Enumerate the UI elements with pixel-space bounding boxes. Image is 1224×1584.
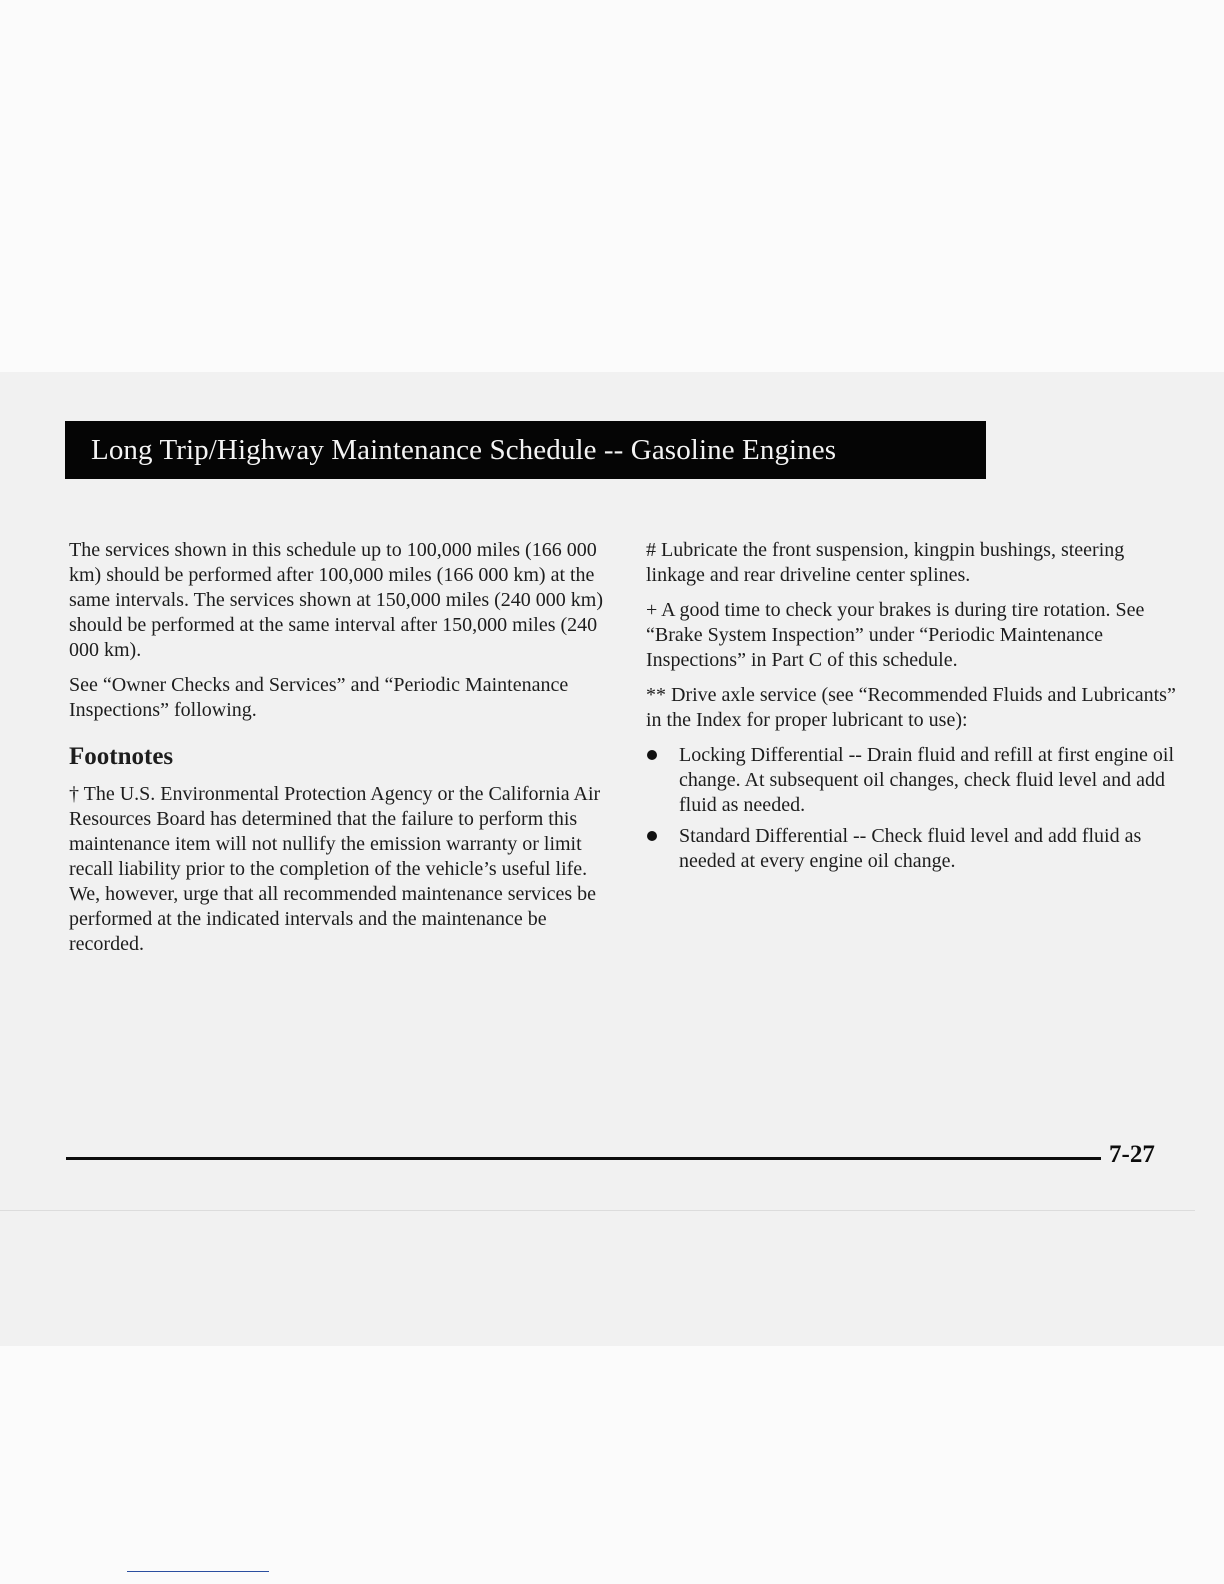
left-column bbox=[69, 538, 609, 967]
intro-paragraph: The services shown in this schedule up to 100,000 miles (166 000 km) should be performed after 100,000 miles (166 000 km) at the same intervals. The services shown at 150,000 miles (240 000 km) should be performed at the same interval after 150,000 miles (240 000 km). bbox=[69, 539, 603, 661]
list-item-text: Standard Differential -- Check fluid level and add fluid as needed at every engine oil change. bbox=[679, 825, 1142, 872]
bullet-icon bbox=[647, 750, 657, 760]
bullet-icon bbox=[647, 831, 657, 841]
footnote-double-star: ** Drive axle service (see “Recommended Fluids and Lubricants” in the Index for proper lubricant to use): bbox=[646, 684, 1176, 731]
divider bbox=[0, 1210, 1195, 1211]
footnote-dagger: † The U.S. Environmental Protection Agency or the California Air Resources Board has determined that the failure to perform this maintenance item will not nullify the emission warranty or limit recall liability prior to the completion of the vehicle’s useful life. We, however, urge that all recommended maintenance services be performed at the indicated intervals and the maintenance be recorded. bbox=[69, 783, 601, 955]
footnote-plus: + A good time to check your brakes is during tire rotation. See “Brake System Inspection” under “Periodic Maintenance Inspections” in Part C of this schedule. bbox=[646, 599, 1145, 671]
footnote-hash: # Lubricate the front suspension, kingpin bushings, steering linkage and rear driveline center splines. bbox=[646, 539, 1125, 586]
drive-axle-list bbox=[646, 743, 1186, 874]
list-item bbox=[646, 743, 1186, 818]
page-title: Long Trip/Highway Maintenance Schedule -- Gasoline Engines bbox=[65, 421, 986, 479]
footer-rule bbox=[66, 1157, 1101, 1160]
bottom-rule bbox=[127, 1571, 269, 1572]
page-number: 7-27 bbox=[1109, 1141, 1155, 1168]
see-also-paragraph: See “Owner Checks and Services” and “Periodic Maintenance Inspections” following. bbox=[69, 674, 569, 721]
footnotes-heading: Footnotes bbox=[69, 743, 174, 770]
right-column bbox=[646, 538, 1186, 880]
list-item-text: Locking Differential -- Drain fluid and refill at first engine oil change. At subsequent oil changes, check fluid level and add fluid as needed. bbox=[679, 744, 1175, 816]
list-item bbox=[646, 824, 1186, 874]
